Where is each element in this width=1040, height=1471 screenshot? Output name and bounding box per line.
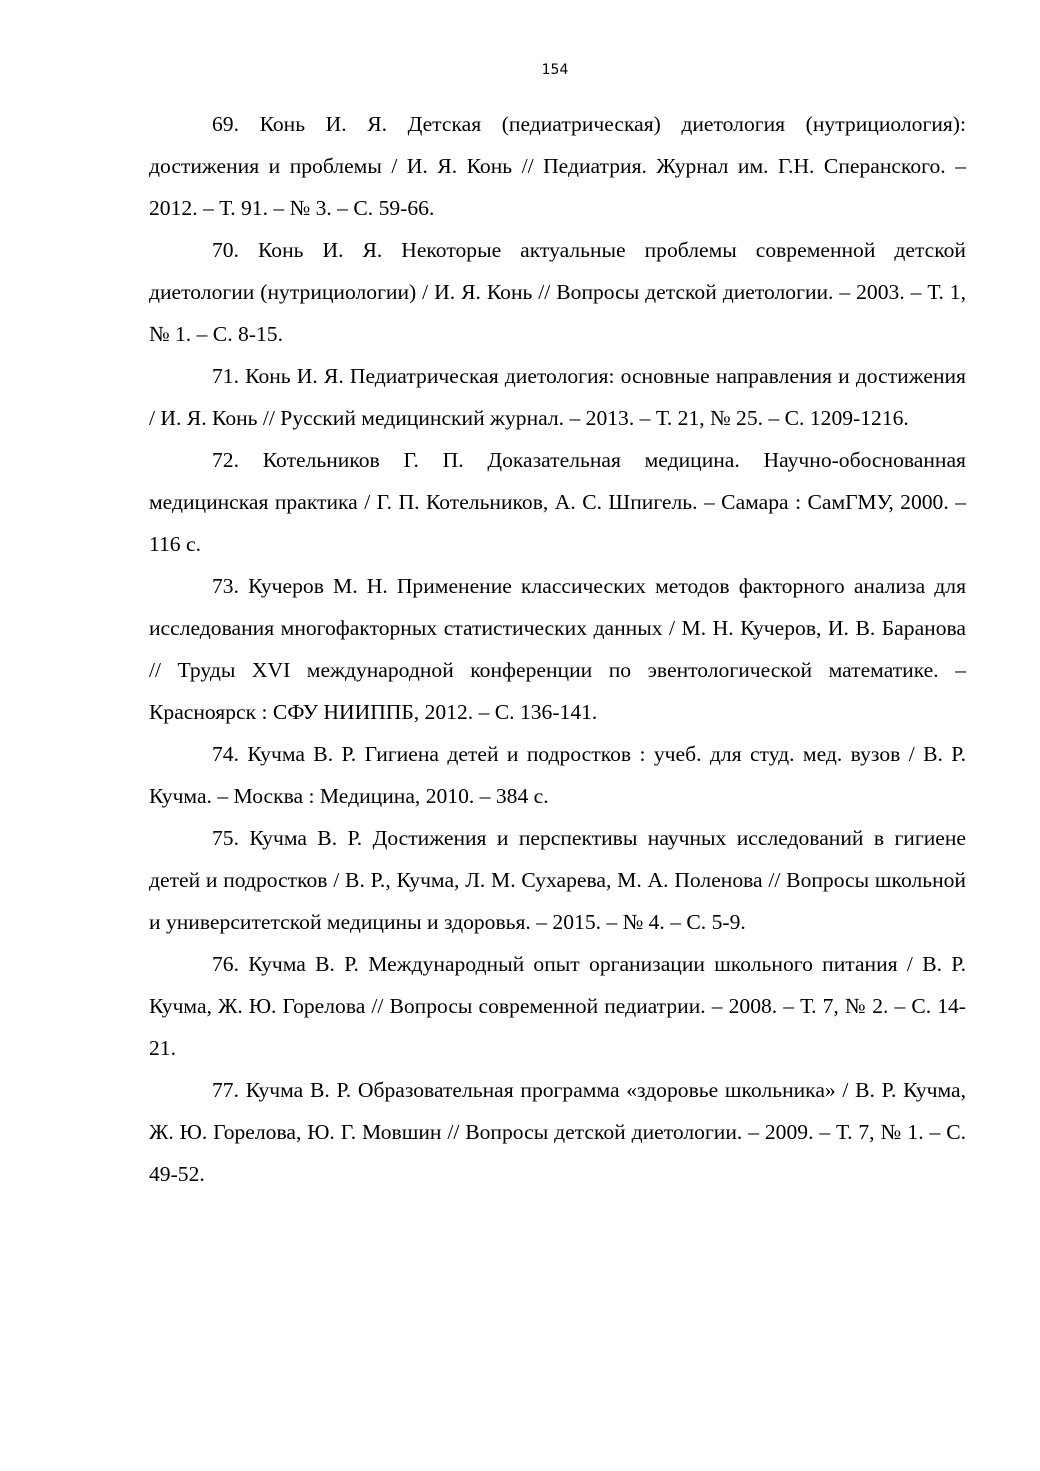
reference-item-69: 69. Конь И. Я. Детская (педиатрическая) диетология (нутрициология): достижения и проблемы / И. Я. Конь // Педиатрия. Журнал им. Г.Н. Сперанского. – 2012. – Т. 91. – № 3. – С. 59-66.: [149, 112, 966, 220]
reference-item-70: 70. Конь И. Я. Некоторые актуальные проблемы современной детской диетологии (нутрициологии) / И. Я. Конь // Вопросы детской диетологии. – 2003. – Т. 1, № 1. – С. 8-15.: [149, 238, 966, 346]
reference-item-72: 72. Котельников Г. П. Доказательная медицина. Научно-обоснованная медицинская практика / Г. П. Котельников, А. С. Шпигель. – Самара : СамГМУ, 2000. – 116 с.: [149, 448, 966, 556]
reference-item-77: 77. Кучма В. Р. Образовательная программа «здоровье школьника» / В. Р. Кучма, Ж. Ю. Горелова, Ю. Г. Мовшин // Вопросы детской диетологии. – 2009. – Т. 7, № 1. – С. 49-52.: [149, 1078, 966, 1186]
reference-item-75: 75. Кучма В. Р. Достижения и перспективы научных исследований в гигиене детей и подростков / В. Р., Кучма, Л. М. Сухарева, М. А. Поленова // Вопросы школьной и университетской медицины и здоровья. – 2015. – № 4. – С. 5-9.: [149, 826, 966, 934]
page-number: 154: [541, 62, 569, 78]
reference-list: [149, 103, 966, 1195]
reference-item-74: 74. Кучма В. Р. Гигиена детей и подростков : учеб. для студ. мед. вузов / В. Р. Кучма. – Москва : Медицина, 2010. – 384 с.: [149, 742, 966, 808]
reference-item-73: 73. Кучеров М. Н. Применение классических методов факторного анализа для исследования многофакторных статистических данных / М. Н. Кучеров, И. В. Баранова // Труды XVI международной конференции по эвентологической математике. – Красноярск : СФУ НИИППБ, 2012. – С. 136-141.: [149, 574, 966, 724]
reference-item-76: 76. Кучма В. Р. Международный опыт организации школьного питания / В. Р. Кучма, Ж. Ю. Горелова // Вопросы современной педиатрии. – 2008. – Т. 7, № 2. – С. 14-21.: [149, 952, 966, 1060]
reference-item-71: 71. Конь И. Я. Педиатрическая диетология: основные направления и достижения / И. Я. Конь // Русский медицинский журнал. – 2013. – Т. 21, № 25. – С. 1209-1216.: [149, 364, 966, 430]
